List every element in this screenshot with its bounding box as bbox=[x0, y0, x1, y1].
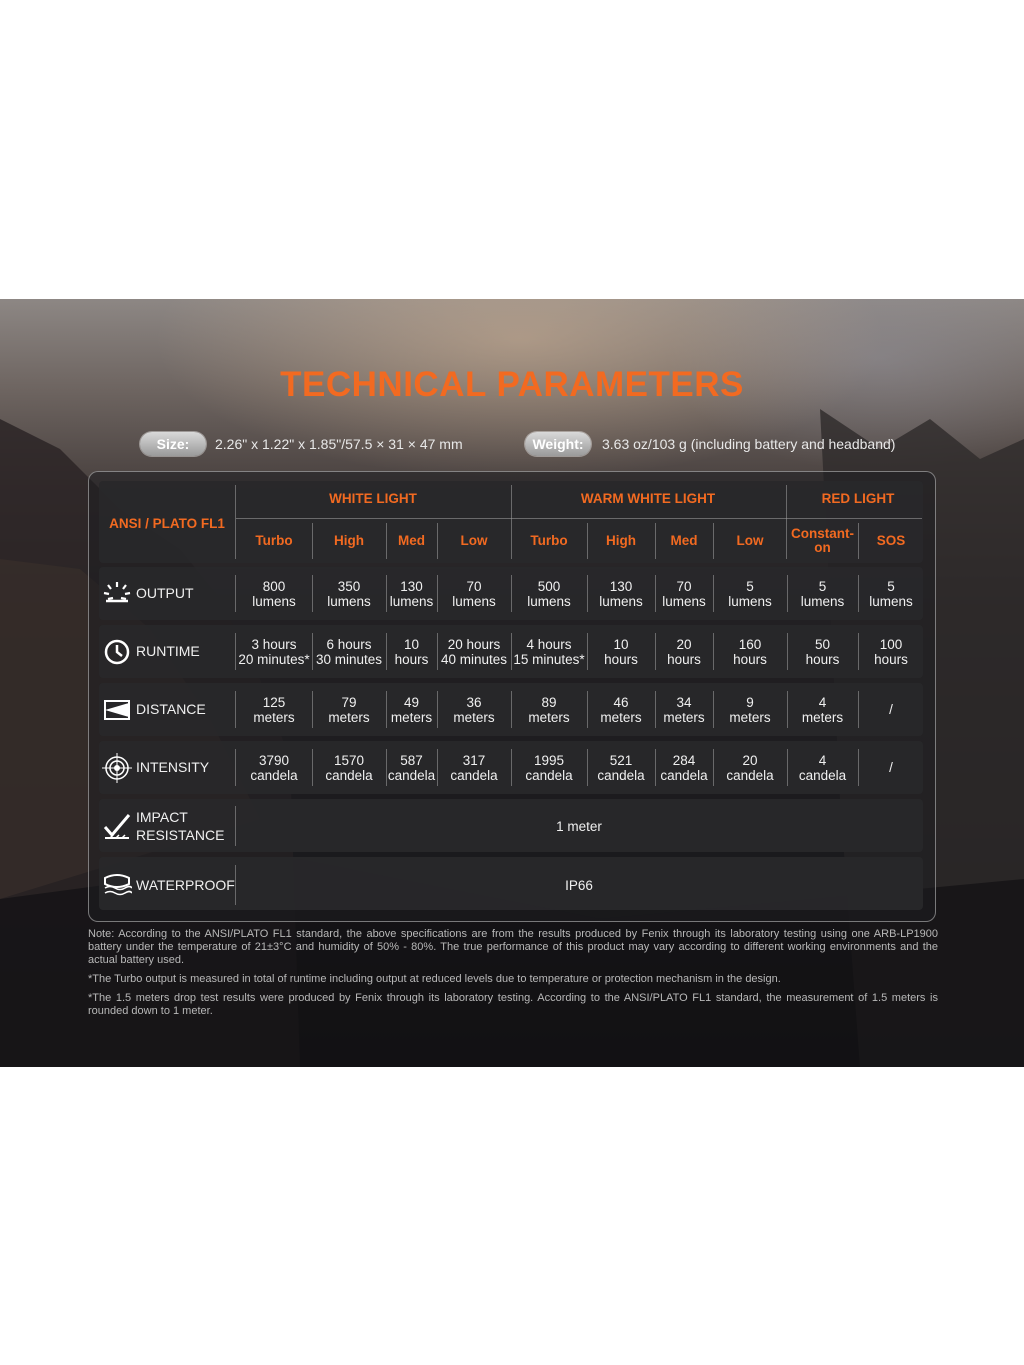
mode-header-8: Constant- on bbox=[791, 526, 854, 555]
header-divider bbox=[236, 518, 922, 519]
cell-divider bbox=[787, 633, 788, 670]
cell-divider bbox=[312, 749, 313, 786]
cell-divider bbox=[787, 691, 788, 728]
cell-output-6: 70 lumens bbox=[662, 578, 706, 609]
cell-runtime-0: 3 hours 20 minutes* bbox=[238, 636, 310, 667]
cell-divider bbox=[312, 633, 313, 670]
mode-divider bbox=[713, 523, 714, 559]
cell-divider bbox=[437, 691, 438, 728]
cell-runtime-1: 6 hours 30 minutes bbox=[315, 636, 383, 667]
cell-runtime-8: 50 hours bbox=[805, 636, 840, 667]
cell-distance-2: 49 meters bbox=[390, 694, 433, 725]
cell-divider bbox=[587, 633, 588, 670]
cell-divider bbox=[787, 575, 788, 612]
group-warm-white-light: WARM WHITE LIGHT bbox=[580, 491, 716, 506]
cell-output-7: 5 lumens bbox=[728, 578, 772, 609]
cell-divider bbox=[713, 749, 714, 786]
note-turbo: *The Turbo output is measured in total of runtime including output at reduced levels due to temperature or protection mechanism in the design. bbox=[88, 973, 781, 985]
group-white-light: WHITE LIGHT bbox=[329, 491, 417, 506]
cell-runtime-7: 160 hours bbox=[733, 636, 767, 667]
note-drop-test: *The 1.5 meters drop test results were produced by Fenix through its laboratory testing. According to the ANSI/PLATO FL1 standard, the measurement of 1.5 meters is rounded down to 1 meter. bbox=[88, 992, 938, 1017]
cell-runtime-3: 20 hours 40 minutes bbox=[440, 636, 508, 667]
cell-divider bbox=[312, 691, 313, 728]
row-label-runtime: RUNTIME bbox=[136, 643, 200, 659]
cell-divider bbox=[511, 633, 512, 670]
clock-icon bbox=[102, 637, 132, 667]
cell-runtime-6: 20 hours bbox=[667, 636, 701, 667]
cell-divider bbox=[511, 749, 512, 786]
target-icon bbox=[102, 753, 132, 783]
cell-runtime-9: 100 hours bbox=[874, 636, 908, 667]
cell-divider bbox=[787, 749, 788, 786]
cell-divider bbox=[587, 749, 588, 786]
cell-divider bbox=[386, 633, 387, 670]
cell-divider bbox=[655, 749, 656, 786]
cell-divider bbox=[655, 575, 656, 612]
cell-output-8: 5 lumens bbox=[800, 578, 845, 609]
cell-divider bbox=[858, 633, 859, 670]
cell-divider bbox=[858, 575, 859, 612]
mode-header-5: High bbox=[606, 533, 636, 548]
cell-intensity-3: 317 candela bbox=[450, 752, 498, 783]
cell-intensity-5: 521 candela bbox=[597, 752, 645, 783]
cell-output-4: 500 lumens bbox=[527, 578, 571, 609]
mode-divider bbox=[655, 523, 656, 559]
cell-output-3: 70 lumens bbox=[452, 578, 496, 609]
mode-header-9: SOS bbox=[876, 533, 906, 548]
cell-distance-9: / bbox=[889, 702, 893, 717]
cell-divider bbox=[858, 749, 859, 786]
cell-output-1: 350 lumens bbox=[327, 578, 371, 609]
cell-divider bbox=[511, 575, 512, 612]
mode-divider bbox=[587, 523, 588, 559]
size-value: 2.26" x 1.22" x 1.85"/57.5 × 31 × 47 mm bbox=[215, 436, 463, 452]
cell-divider bbox=[655, 691, 656, 728]
cell-distance-8: 4 meters bbox=[801, 694, 844, 725]
cell-intensity-2: 587 candela bbox=[387, 752, 436, 783]
mode-header-1: High bbox=[334, 533, 364, 548]
group-red-light: RED LIGHT bbox=[821, 491, 895, 506]
weight-value: 3.63 oz/103 g (including battery and headband) bbox=[602, 436, 896, 452]
cell-runtime-4: 4 hours 15 minutes* bbox=[513, 636, 585, 667]
impact-label: IMPACT RESISTANCE bbox=[136, 809, 225, 843]
cell-intensity-1: 1570 candela bbox=[325, 752, 373, 783]
cell-intensity-8: 4 candela bbox=[798, 752, 847, 783]
cell-distance-4: 89 meters bbox=[528, 694, 570, 725]
cell-distance-7: 9 meters bbox=[729, 694, 771, 725]
cell-divider bbox=[655, 633, 656, 670]
cell-intensity-6: 284 candela bbox=[660, 752, 708, 783]
cell-divider bbox=[713, 633, 714, 670]
cell-divider bbox=[386, 749, 387, 786]
mode-divider bbox=[858, 523, 859, 559]
spec-banner bbox=[0, 299, 1024, 1067]
cell-divider bbox=[858, 691, 859, 728]
cell-distance-5: 46 meters bbox=[600, 694, 642, 725]
cell-runtime-2: 10 hours bbox=[394, 636, 429, 667]
table-corner: ANSI / PLATO FL1 bbox=[109, 516, 225, 531]
cell-divider bbox=[437, 633, 438, 670]
mode-divider bbox=[437, 523, 438, 559]
cell-divider bbox=[713, 691, 714, 728]
light-burst-icon bbox=[102, 579, 132, 609]
cell-divider bbox=[713, 575, 714, 612]
weight-label: Weight: bbox=[525, 432, 591, 456]
cell-output-5: 130 lumens bbox=[599, 578, 643, 609]
row-label-distance: DISTANCE bbox=[136, 701, 206, 717]
impact-icon bbox=[102, 811, 132, 841]
cell-runtime-5: 10 hours bbox=[604, 636, 638, 667]
row-label-intensity: INTENSITY bbox=[136, 759, 210, 775]
cell-divider bbox=[312, 575, 313, 612]
mode-header-3: Low bbox=[460, 533, 488, 548]
cell-distance-3: 36 meters bbox=[453, 694, 495, 725]
cell-divider bbox=[437, 575, 438, 612]
cell-divider bbox=[386, 575, 387, 612]
waterproof-label: WATERPROOF bbox=[136, 877, 235, 893]
mode-header-4: Turbo bbox=[530, 533, 568, 548]
cell-intensity-9: / bbox=[889, 760, 893, 775]
row-label-output: OUTPUT bbox=[136, 585, 194, 601]
cell-output-2: 130 lumens bbox=[389, 578, 434, 609]
size-label: Size: bbox=[140, 432, 206, 456]
mode-header-2: Med bbox=[398, 533, 425, 548]
water-icon bbox=[102, 870, 132, 900]
beam-distance-icon bbox=[102, 695, 132, 725]
cell-intensity-4: 1995 candela bbox=[525, 752, 573, 783]
cell-divider bbox=[587, 575, 588, 612]
impact-value: 1 meter bbox=[556, 818, 602, 834]
cell-divider bbox=[386, 691, 387, 728]
cell-output-0: 800 lumens bbox=[252, 578, 296, 609]
mode-divider bbox=[386, 523, 387, 559]
cell-divider bbox=[587, 691, 588, 728]
cell-divider bbox=[511, 691, 512, 728]
mode-header-6: Med bbox=[670, 533, 698, 548]
cell-divider bbox=[437, 749, 438, 786]
cell-output-9: 5 lumens bbox=[869, 578, 913, 609]
mode-divider bbox=[312, 523, 313, 559]
cell-intensity-0: 3790 candela bbox=[250, 752, 298, 783]
cell-distance-0: 125 meters bbox=[253, 694, 295, 725]
note-standard: Note: According to the ANSI/PLATO FL1 standard, the above specifications are from the results produced by Fenix through its laboratory testing using one ARB-LP1900 battery under the temperature of 21±3°C and humidity of 50% - 80%. The true performance of this product may vary according to different working environments and the actual battery used. bbox=[88, 928, 938, 966]
mode-header-7: Low bbox=[736, 533, 764, 548]
cell-intensity-7: 20 candela bbox=[726, 752, 774, 783]
page-title: TECHNICAL PARAMETERS bbox=[280, 365, 744, 404]
cell-distance-1: 79 meters bbox=[328, 694, 370, 725]
mode-header-0: Turbo bbox=[255, 533, 293, 548]
cell-distance-6: 34 meters bbox=[663, 694, 705, 725]
waterproof-value: IP66 bbox=[565, 877, 593, 893]
